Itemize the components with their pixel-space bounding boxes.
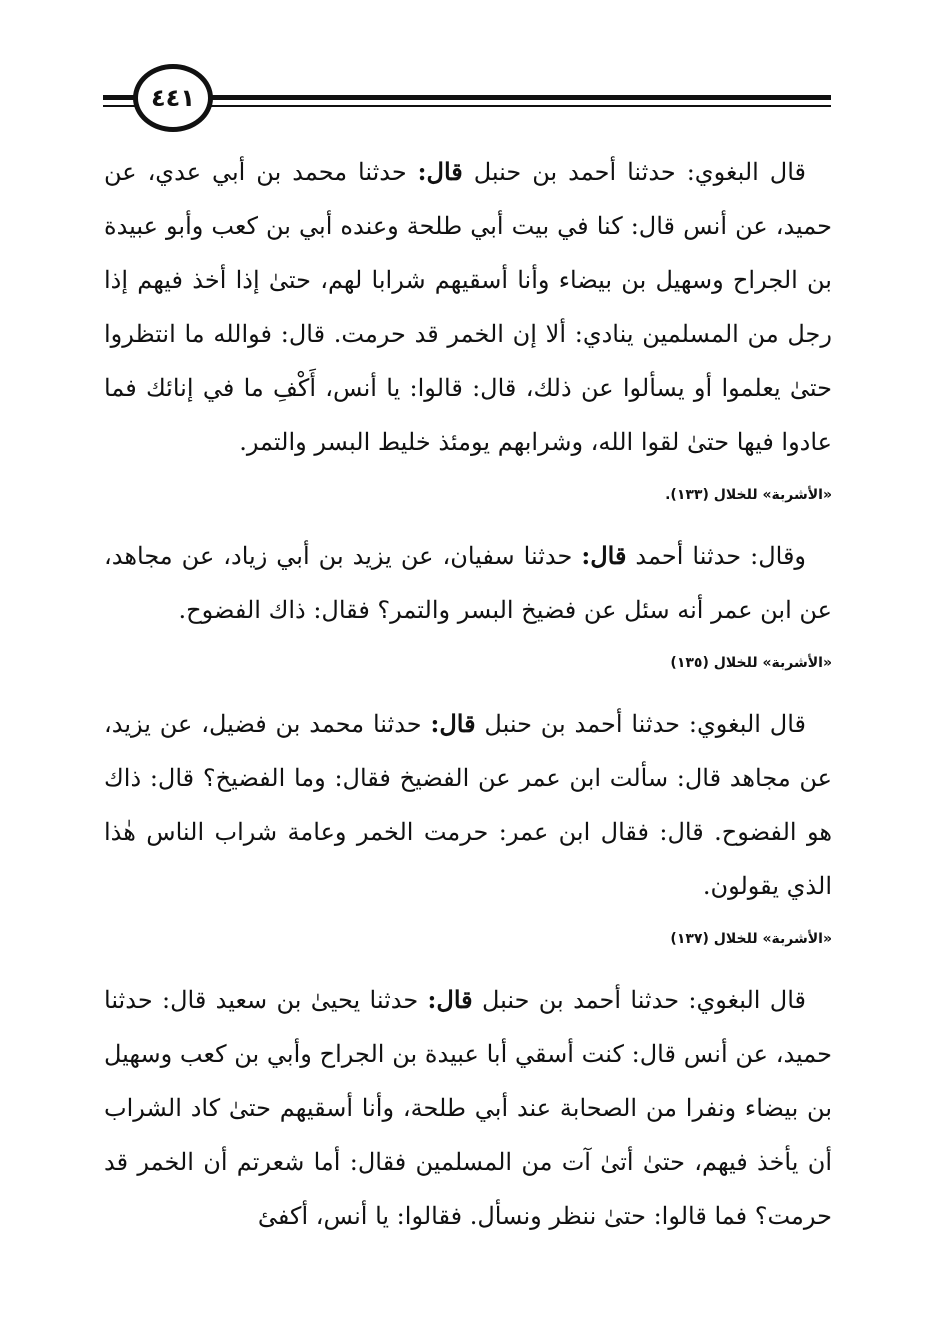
- paragraph-text: قال البغوي: حدثنا أحمد بن حنبل: [472, 986, 806, 1014]
- paragraph-text: حدثنا يحيىٰ بن سعيد قال: حدثنا حميد، عن أنس قال: كنت أسقي أبا عبيدة بن الجراح وأبي بن كعب وسهيل بن بيضاء ونفرا من الصحابة عند أبي طلحة، وأنا أسقيهم حتىٰ كاد الشراب أن يأخذ فيهم، حتىٰ أتىٰ آت من المسلمين فقال: أما شعرتم أن الخمر قد حرمت؟ فما قالوا: حتىٰ ننظر ونسأل. فقالوا: يا أنس، أكفئ: [104, 986, 832, 1230]
- paragraph-text: قال البغوي: حدثنا أحمد بن حنبل: [475, 710, 806, 738]
- paragraph-3: [104, 697, 832, 913]
- paragraph-text: وقال: حدثنا أحمد: [626, 542, 807, 570]
- paragraph-1: [104, 145, 832, 469]
- page-number: ٤٤١: [151, 84, 195, 112]
- paragraph-2: [104, 529, 832, 637]
- header-rule-thin: [103, 105, 831, 107]
- source-citation-3: «الأشربة» للخلال (١٣٧): [670, 931, 832, 947]
- paragraph-bold-word: قال:: [427, 985, 473, 1014]
- paragraph-text: حدثنا سفيان، عن يزيد بن أبي زياد، عن مجاهد، عن ابن عمر أنه سئل عن فضيخ البسر والتمر؟ فقال: ذاك الفضوح.: [104, 542, 832, 624]
- paragraph-bold-word: قال:: [417, 157, 463, 186]
- page-number-badge: [133, 64, 213, 132]
- source-citation-2: «الأشربة» للخلال (١٣٥): [670, 655, 832, 671]
- page-content: [104, 145, 832, 1243]
- source-citation-1: «الأشربة» للخلال (١٣٣).: [665, 487, 832, 503]
- page-header: [103, 64, 831, 134]
- paragraph-text: حدثنا محمد بن فضيل، عن يزيد، عن مجاهد قال: سألت ابن عمر عن الفضيخ فقال: وما الفضيخ؟ قال: ذاك هو الفضوح. قال: فقال ابن عمر: حرمت الخمر وعامة شراب الناس هٰذا الذي يقولون.: [104, 710, 833, 900]
- paragraph-bold-word: قال:: [430, 709, 476, 738]
- paragraph-bold-word: قال:: [581, 541, 627, 570]
- paragraph-text: قال البغوي: حدثنا أحمد بن حنبل: [462, 158, 806, 186]
- paragraph-text: حدثنا محمد بن أبي عدي، عن حميد، عن أنس قال: كنا في بيت أبي طلحة وعنده أبي بن كعب وأبو عبيدة بن الجراح وسهيل بن بيضاء وأنا أسقيهم شرابا لهم، حتىٰ إذا أخذ فيهم إذا رجل من المسلمين ينادي: ألا إن الخمر قد حرمت. قال: فوالله ما انتظروا حتىٰ يعلموا أو يسألوا عن ذلك، قال: قالوا: يا أنس، أَكْفِ ما في إنائك فما عادوا فيها حتىٰ لقوا الله، وشرابهم يومئذ خليط البسر والتمر.: [104, 158, 833, 456]
- paragraph-4: [104, 973, 832, 1243]
